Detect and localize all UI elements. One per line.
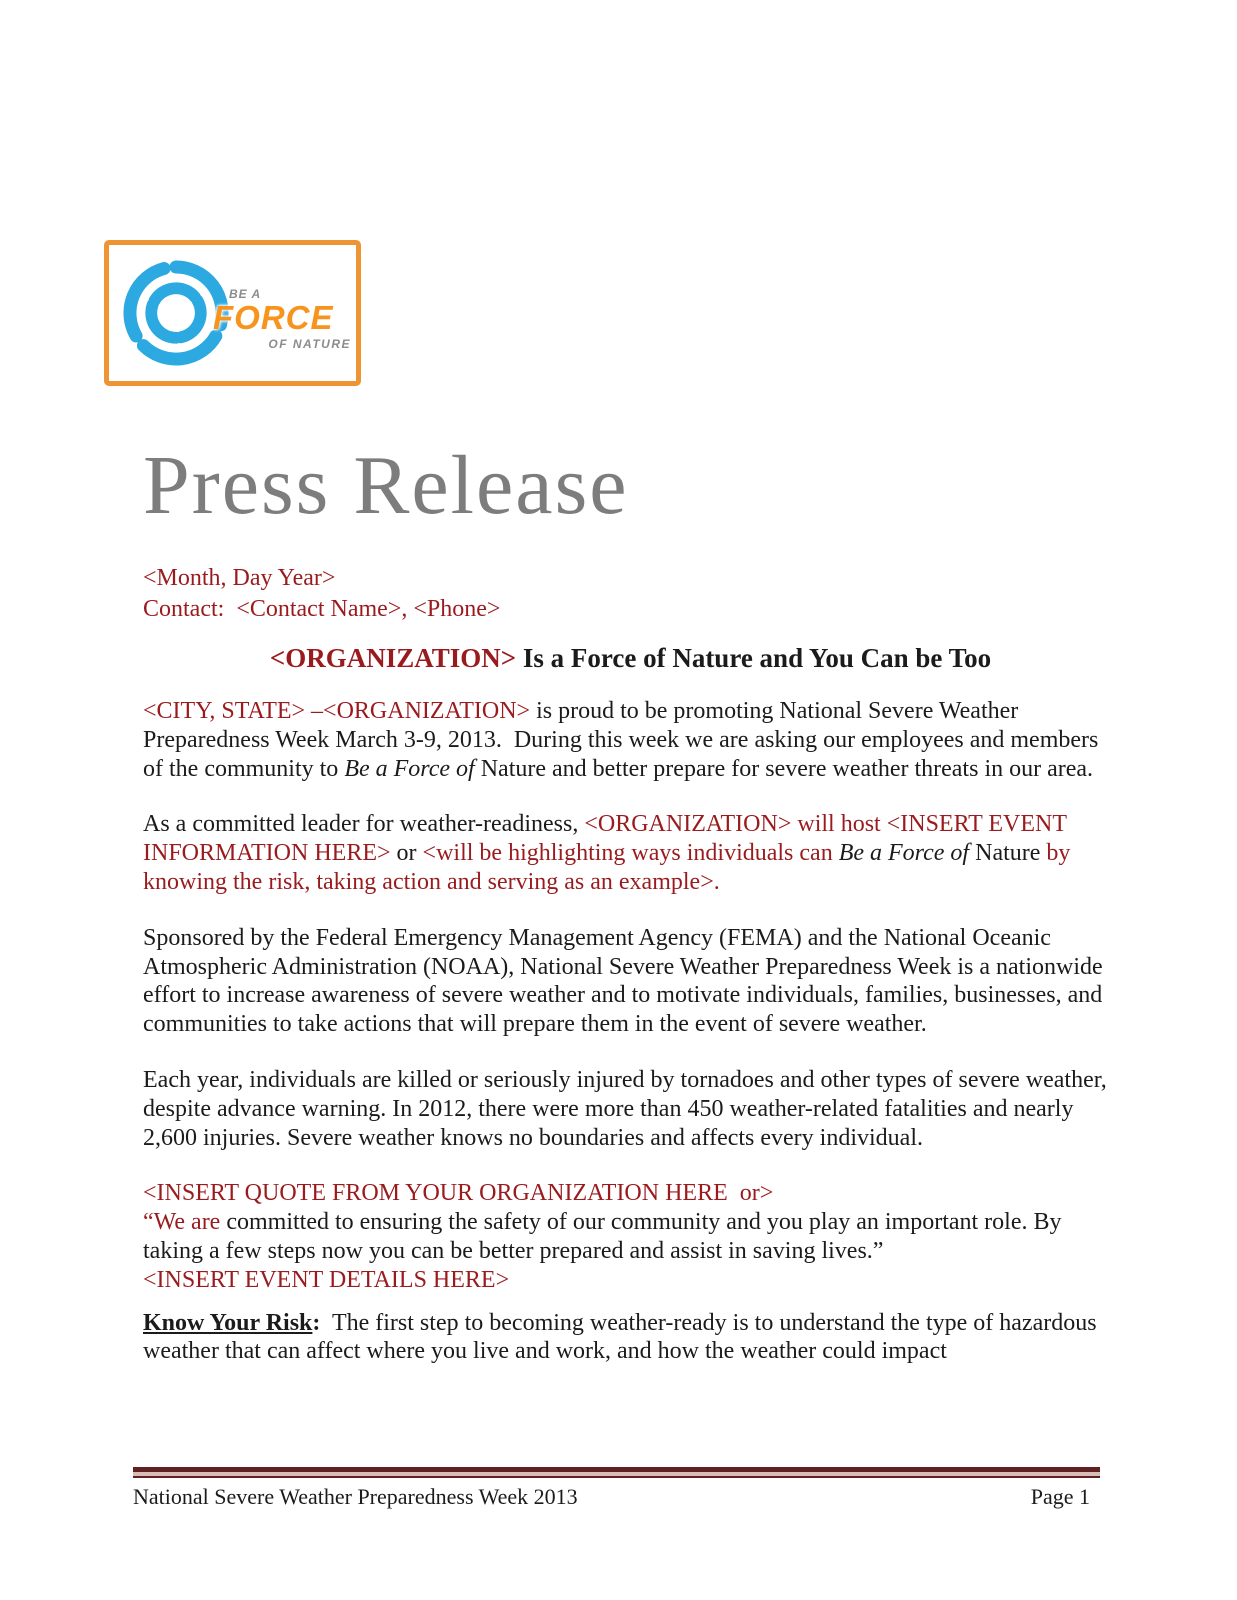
footer-document-title: National Severe Weather Preparedness Week 2013: [133, 1484, 578, 1509]
document-body: [143, 439, 1118, 1366]
logo-of-nature-label: OF NATURE: [268, 336, 351, 351]
event-details-placeholder: <INSERT EVENT DETAILS HERE>: [143, 1266, 510, 1293]
force-of-nature-logo: [104, 240, 361, 386]
footer-rule: [133, 1467, 1100, 1478]
logo-be-a-label: BE A: [229, 287, 262, 301]
contact-placeholder-line: Contact: <Contact Name>, <Phone>: [143, 595, 501, 622]
headline: <ORGANIZATION> Is a Force of Nature and You Can be Too: [269, 643, 992, 673]
quote-section: [143, 1179, 1118, 1294]
page-footer: [133, 1467, 1100, 1511]
paragraph-statistics: Each year, individuals are killed or seriously injured by tornadoes and other types of severe weather, despite advance warning. In 2012, there were more than 450 weather-related fatalities and nearly 2,600 injuries. Severe weather knows no boundaries and affects every individual.: [143, 1066, 1113, 1151]
quote-text: “We are committed to ensuring the safety of our community and you play an important role. By taking a few steps now you can be better prepared and assist in saving lives.”: [143, 1209, 1068, 1264]
page-title: Press Release: [143, 439, 629, 532]
paragraph-event: As a committed leader for weather-readiness, <ORGANIZATION> will host <INSERT EVENT INFORMATION HERE> or <will be highlighting ways individuals can Be a Force of Nature by knowing the risk, taking action and serving as an example>.: [143, 811, 1077, 895]
meta-block: [143, 563, 1118, 624]
footer-row: [133, 1483, 1100, 1511]
page-number: Page 1: [1030, 1484, 1090, 1509]
paragraph-intro: <CITY, STATE> –<ORGANIZATION> is proud to be promoting National Severe Weather Preparedness Week March 3-9, 2013. During this week we are asking our employees and members of the community to Be a Force of Nature and better prepare for severe weather threats in our area.: [143, 698, 1105, 782]
date-placeholder-line: <Month, Day Year>: [143, 565, 336, 591]
know-your-risk-paragraph: Know Your Risk: The first step to becoming weather-ready is to understand the type of hazardous weather that can affect where you live and work, and how the weather could impact: [143, 1309, 1103, 1365]
logo-force-label: FORCE: [213, 299, 334, 336]
logo-text: [213, 287, 351, 351]
paragraph-sponsors: Sponsored by the Federal Emergency Management Agency (FEMA) and the National Oceanic Atmospheric Administration (NOAA), National Severe Weather Preparedness Week is a nationwide effort to increase awareness of severe weather and to motivate individuals, families, businesses, and communities to take actions that will prepare them in the event of severe weather.: [143, 924, 1109, 1038]
quote-insert-placeholder: <INSERT QUOTE FROM YOUR ORGANIZATION HERE or>: [143, 1180, 774, 1207]
